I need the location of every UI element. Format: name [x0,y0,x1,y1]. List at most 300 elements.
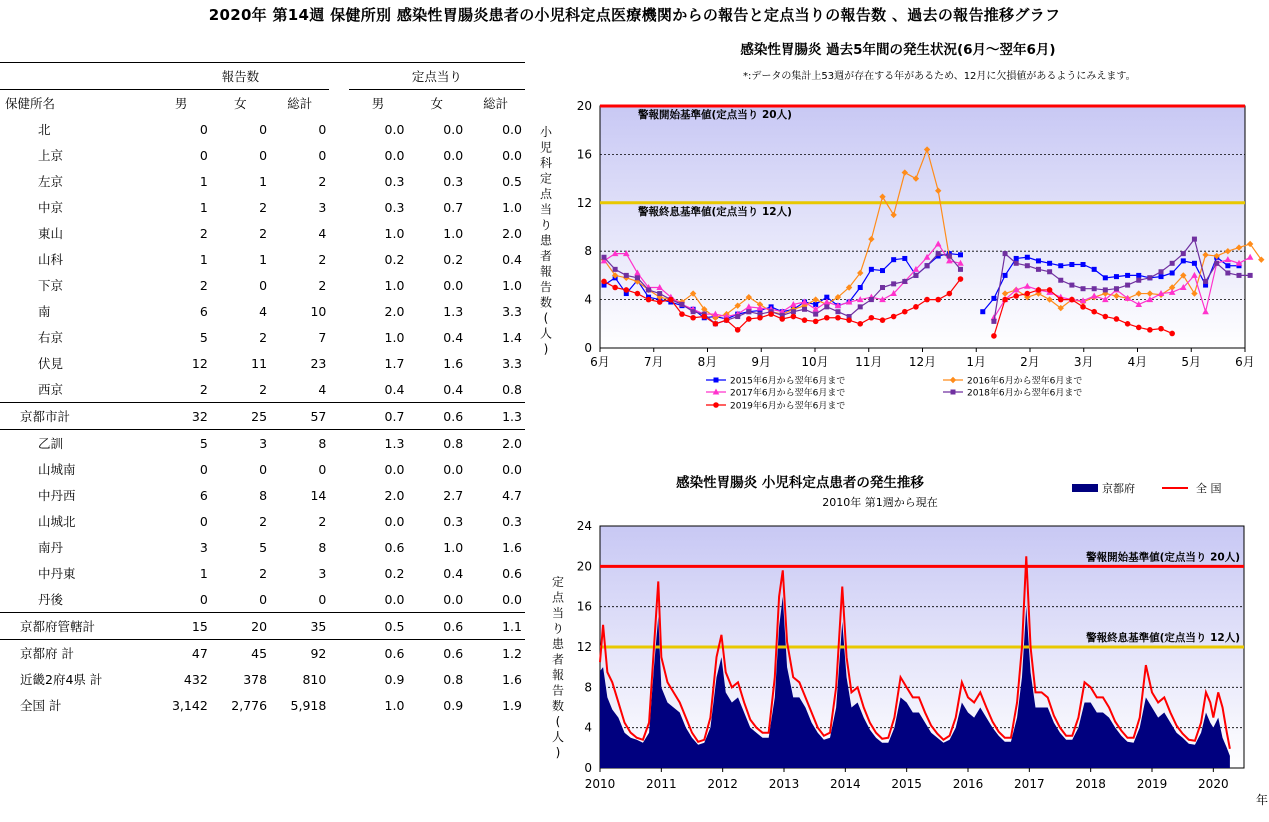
svg-text:人: 人 [551,730,565,744]
table-row [0,350,525,376]
row-rate-female: 1.0 [443,225,464,241]
chart-point [1036,267,1041,272]
table-row [0,324,525,350]
chart-point [701,314,707,320]
row-name: 南 [38,304,51,319]
row-total: 4 [318,381,327,397]
table-row [0,666,525,692]
row-name: 左京 [38,174,64,189]
y-axis-label [540,125,553,356]
row-rate-total: 3.3 [502,303,522,319]
row-rate-total: 0.0 [502,147,522,163]
table-row [0,220,525,246]
row-male: 432 [183,671,208,687]
row-male: 0 [199,461,208,477]
chart-point [757,315,763,321]
table-row [0,298,525,324]
row-rate-male: 0.2 [384,251,405,267]
chart-point [1047,261,1052,266]
x-tick-label: 2019 [1136,777,1168,791]
legend-item [706,400,845,412]
row-rate-female: 0.7 [443,199,464,215]
chart-point [1036,258,1041,263]
chart-point [802,317,808,323]
row-total: 0 [318,147,327,163]
legend-item [943,375,1082,387]
x-tick-label: 5月 [1181,355,1202,369]
row-female: 2 [259,381,268,397]
legend-item [1162,481,1222,495]
chart-point [824,304,829,309]
chart-point [1069,283,1074,288]
row-total: 8 [270,430,329,457]
chart-point [1181,251,1186,256]
legend-label: 2015年6月から翌年6月まで [730,376,846,387]
row-male: 6 [199,487,208,503]
row-name: 京都府 計 [0,640,152,667]
col-rate-female-header: 女 [430,96,444,111]
x-tick-label: 2015 [891,777,922,791]
x-tick-label: 2016 [952,777,984,791]
chart-point [869,315,875,321]
chart-point [1047,269,1052,274]
chart-point [858,304,863,309]
row-male: 0 [199,591,208,607]
row-name: 山城南 [38,462,76,477]
row-rate-male: 0.0 [384,591,405,607]
row-name: 東山 [38,226,64,241]
legend-item [706,387,845,399]
row-rate-female: 0.0 [443,277,464,293]
row-rate-female: 0.3 [443,173,464,189]
legend-label: 京都府 [1102,482,1135,495]
row-female: 1 [259,173,268,189]
row-rate-female: 0.4 [443,565,464,581]
row-total: 7 [318,329,327,345]
row-female: 2 [259,225,268,241]
row-total: 4 [318,225,327,241]
chart-point [1125,283,1130,288]
row-rate-male: 0.2 [384,565,405,581]
chart-5year [528,36,1269,418]
x-tick-label: 2010 [584,777,616,791]
chart-point [902,279,907,284]
chart-point [612,285,618,291]
svg-text:数: 数 [551,699,565,713]
legend-label: 2019年6月から翌年6月まで [730,401,846,412]
chart-point [1025,255,1030,260]
row-name: 京都府管轄計 [0,613,152,640]
row-rate-male: 0.9 [384,671,405,687]
row-male: 32 [152,403,211,430]
chart-point [1014,261,1019,266]
chart-title: 感染性胃腸炎 小児科定点患者の発生推移 [676,475,924,491]
row-rate-female: 0.0 [443,591,464,607]
chart-point [1103,275,1108,280]
row-total: 0 [318,591,327,607]
chart-point [958,252,963,257]
row-total: 14 [310,487,327,503]
row-name: 下京 [38,278,64,293]
row-male: 3,142 [171,697,208,713]
table-row [0,456,525,482]
chart-point [1080,304,1086,310]
svg-text:(: ( [543,311,549,325]
chart-point [1058,263,1063,268]
chart-point [791,314,797,320]
row-rate-total: 1.3 [466,403,525,430]
chart-point [623,287,629,293]
row-rate-male: 1.0 [384,277,405,293]
chart-point [1147,275,1152,280]
row-female: 8 [259,487,268,503]
x-tick-label: 2013 [768,777,800,791]
row-rate-total: 1.6 [502,539,522,555]
row-rate-total: 3.3 [502,355,522,371]
row-name: 山城北 [38,514,76,529]
x-tick-label: 2017 [1014,777,1045,791]
row-name: 山科 [38,252,64,267]
chart-point [735,314,740,319]
row-rate-total: 0.8 [502,381,522,397]
chart-point [1203,279,1208,284]
row-rate-female: 1.3 [443,303,464,319]
chart-point [802,307,807,312]
chart-point [1136,325,1142,331]
row-male: 0 [199,121,208,137]
chart-point [1169,331,1175,337]
table-row [0,640,525,667]
chart-point [991,319,996,324]
row-rate-female: 0.0 [443,121,464,137]
chart-point [746,316,752,322]
threshold-label: 警報終息基準値(定点当り 12人) [1086,632,1240,644]
svg-text:定: 定 [539,171,553,186]
chart-point [1136,278,1141,283]
row-female: 5 [259,539,268,555]
chart-point [1036,287,1042,293]
row-rate-total: 0.5 [502,173,522,189]
chart-point [668,297,674,303]
row-male: 0 [199,147,208,163]
chart-point [1225,263,1230,268]
row-name: 北 [38,122,51,137]
svg-text:小: 小 [539,125,553,139]
chart-point [1159,269,1164,274]
y-tick-label: 24 [576,519,592,533]
chart-point [646,297,652,303]
chart-point [869,297,874,302]
chart-point [991,296,996,301]
chart-point [690,315,696,321]
row-name: 中丹西 [38,488,76,503]
legend-label: 2017年6月から翌年6月まで [730,388,846,399]
row-female: 20 [211,613,270,640]
row-rate-female: 0.4 [443,329,464,345]
table-row [0,246,525,272]
row-rate-total: 0.3 [502,513,522,529]
row-female: 0 [259,591,268,607]
chart-point [1003,251,1008,256]
chart-point [1092,286,1097,291]
chart-point [880,268,885,273]
chart-point [1192,237,1197,242]
row-name: 丹後 [38,592,64,607]
row-total: 2 [318,277,327,293]
y-tick-label: 16 [576,147,592,162]
chart-point [1003,273,1008,278]
chart-point [1025,291,1031,297]
table-row [0,272,525,298]
row-rate-total: 1.2 [466,640,525,667]
chart-point [813,312,818,317]
table-row [0,403,525,430]
chart-point [1058,278,1063,283]
legend-item [943,387,1082,399]
svg-text:患: 患 [551,637,565,651]
chart-point [880,317,886,323]
table-row [0,194,525,220]
chart-point [1136,273,1141,278]
y-tick-label: 4 [584,292,592,307]
col-female-header: 女 [234,96,247,111]
row-rate-male: 0.6 [349,640,408,667]
y-tick-label: 16 [576,599,592,614]
chart-point [880,285,885,290]
chart-point [713,402,719,408]
row-male: 5 [152,430,211,457]
row-female: 0 [259,147,268,163]
svg-text:者: 者 [539,249,553,263]
x-tick-label: 6月 [590,355,610,369]
chart-point [813,319,819,325]
row-total: 23 [310,355,327,371]
row-name: 伏見 [38,356,64,371]
chart-subtitle: 2010年 第1週から現在 [822,496,938,509]
row-rate-female: 0.6 [407,403,466,430]
chart-legend [1072,481,1222,495]
y-tick-label: 12 [576,640,592,654]
table-row [0,142,525,168]
row-name: 近畿2府4県 計 [20,672,103,687]
row-rate-male: 0.4 [384,381,405,397]
svg-text:者: 者 [551,652,565,667]
chart-point [835,309,840,314]
chart-point [657,291,662,296]
row-rate-female: 0.9 [443,697,464,713]
row-male: 15 [152,613,211,640]
chart-point [846,317,852,323]
row-rate-total: 1.0 [502,277,522,293]
chart-point [1125,273,1130,278]
col-rate-male-header: 男 [371,96,385,111]
row-female: 2 [259,565,268,581]
row-rate-female: 0.6 [407,640,466,667]
row-rate-male: 0.7 [349,403,408,430]
x-tick-label: 6月 [1235,355,1255,369]
svg-text:当: 当 [539,202,553,217]
chart-point [858,285,863,290]
chart-point [1103,314,1109,320]
chart-point [679,311,685,317]
row-rate-total: 2.0 [502,225,522,241]
row-rate-total: 4.7 [502,487,522,503]
chart-5year-svg [528,36,1269,418]
x-tick-label: 7月 [643,355,664,369]
row-male: 0 [199,513,208,529]
legend-item [1072,481,1135,495]
chart-point [691,309,696,314]
legend-label: 全 国 [1196,482,1222,495]
row-female: 0 [259,277,268,293]
svg-text:): ) [555,745,561,760]
svg-text:当: 当 [551,606,565,620]
y-tick-label: 12 [576,195,592,210]
row-rate-female: 0.2 [443,251,464,267]
row-rate-female: 0.0 [443,147,464,163]
y-tick-label: 20 [576,559,592,574]
chart-point [902,309,908,315]
row-female: 11 [251,355,268,371]
svg-text:り: り [551,621,565,636]
row-male: 1 [199,199,208,215]
row-name: 南丹 [38,540,64,555]
x-tick-label: 12月 [908,355,937,369]
row-total: 57 [270,403,329,430]
row-rate-total: 1.1 [466,613,525,640]
table-row [0,116,525,142]
chart-point [951,390,956,395]
row-name: 上京 [38,148,64,163]
row-total: 3 [318,565,327,581]
x-tick-label: 2020 [1198,777,1229,791]
x-tick-label: 3月 [1073,355,1094,369]
chart-point [1058,297,1064,303]
chart-point [768,311,774,317]
row-total: 2 [318,251,327,267]
row-name: 中丹東 [38,566,76,581]
chart-trend [528,466,1269,818]
row-total: 92 [270,640,329,667]
svg-text:報: 報 [551,668,565,682]
chart-point [714,378,719,383]
chart-point [1069,262,1074,267]
chart-point [1002,297,1008,303]
row-total: 0 [318,461,327,477]
chart-point [1170,270,1175,275]
row-rate-total: 0.0 [502,121,522,137]
chart-point [1114,316,1120,322]
row-rate-male: 1.0 [384,329,405,345]
row-male: 12 [191,355,208,371]
page-title: 2020年 第14週 保健所別 感染性胃腸炎患者の小児科定点医療機関からの報告と定点当りの報告数 、過去の報告推移グラフ [208,6,1061,24]
chart-point [913,273,918,278]
row-rate-female: 0.3 [443,513,464,529]
chart-point [925,263,930,268]
row-rate-female: 0.6 [407,613,466,640]
chart-point [1214,261,1219,266]
chart-point [635,275,640,280]
chart-point [602,255,607,260]
row-rate-male: 1.0 [384,225,405,241]
chart-point [1091,309,1097,315]
row-total: 3 [318,199,327,215]
table-row [0,586,525,613]
col-total-header: 総計 [287,96,313,111]
chart-point [936,251,941,256]
header-sentinel-rate: 定点当り [349,63,525,90]
row-rate-female: 0.0 [443,461,464,477]
chart-point [958,276,964,282]
row-total: 10 [310,303,327,319]
row-male: 5 [199,329,208,345]
chart-point [1114,286,1119,291]
row-rate-male: 0.3 [384,199,405,215]
chart-point [679,302,684,307]
row-rate-female: 0.4 [443,381,464,397]
row-female: 45 [211,640,270,667]
header-report-count: 報告数 [152,63,330,90]
table-row [0,560,525,586]
row-male: 47 [152,640,211,667]
y-tick-label: 8 [584,680,592,695]
chart-point [779,316,785,322]
row-total: 810 [302,671,327,687]
svg-text:告: 告 [539,280,553,294]
chart-point [1147,327,1153,333]
row-female: 378 [243,671,268,687]
x-axis-label: 年 [1255,793,1269,807]
svg-text:(: ( [555,714,561,729]
row-rate-total: 1.6 [502,671,522,687]
chart-point [913,304,919,310]
row-total: 0 [318,121,327,137]
chart-point [713,321,719,327]
chart-point [646,287,651,292]
row-rate-female: 0.8 [407,430,466,457]
x-tick-label: 2011 [646,777,677,791]
svg-text:人: 人 [539,326,553,341]
row-rate-female: 2.7 [443,487,464,503]
row-rate-male: 1.3 [349,430,408,457]
row-female: 2 [259,329,268,345]
row-female: 25 [211,403,270,430]
row-total: 2 [318,513,327,529]
row-rate-total: 1.4 [502,329,522,345]
x-tick-label: 8月 [697,355,718,369]
col-male-header: 男 [174,96,188,111]
row-rate-male: 0.3 [384,173,405,189]
chart-point [980,309,985,314]
table-row [0,482,525,508]
chart-point [1158,326,1164,332]
chart-point [950,377,956,383]
chart-point [947,291,953,297]
row-total: 5,918 [290,697,327,713]
svg-text:数: 数 [539,295,553,310]
chart-point [1247,254,1254,260]
chart-point [1103,287,1108,292]
chart-point [601,279,607,285]
row-rate-male: 0.0 [384,147,405,163]
chart-point [1013,293,1019,299]
svg-text:り: り [539,218,553,232]
chart-point [613,267,618,272]
chart-point [824,315,830,321]
table-row [0,168,525,194]
chart-point [1081,286,1086,291]
chart-point [924,297,930,303]
